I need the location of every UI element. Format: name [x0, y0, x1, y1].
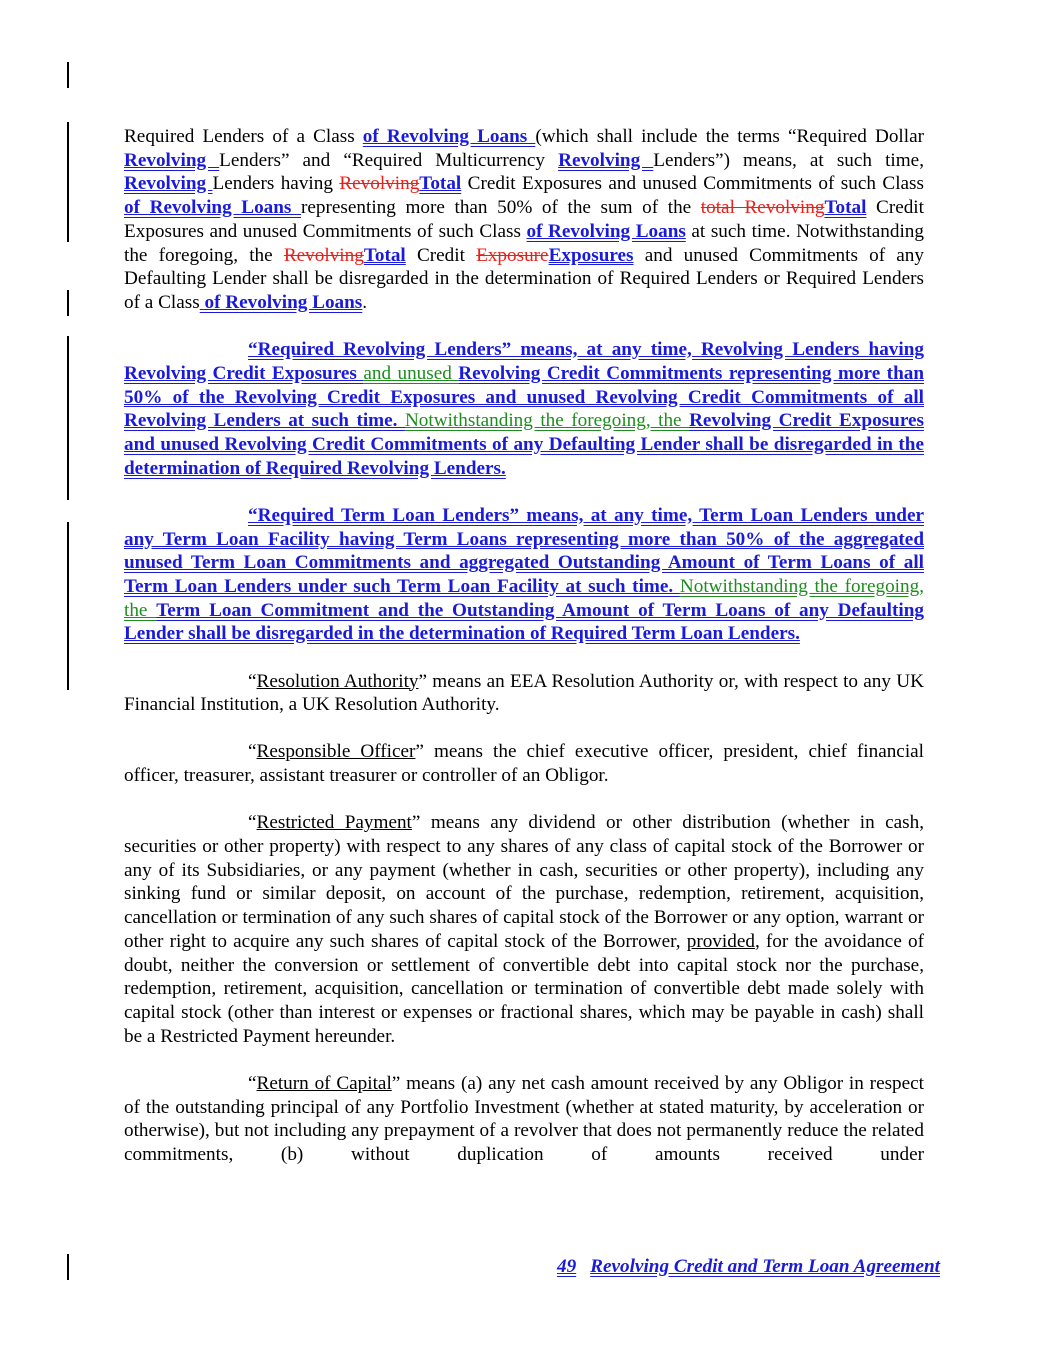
- inserted-text: Revolving: [124, 173, 213, 195]
- text-run: Credit: [405, 244, 477, 266]
- inserted-text: “Required Term Loan Lenders” means, at any time, Term Loan Lenders under any Term Loan Facility having Term Loans representing more than 50% of the aggregated unused Term Loan Commitments and aggregated Outstanding Amount of Term Loans of all Term Loan Lenders under such Term Loan Facility at such time.: [124, 504, 924, 597]
- text-run: “: [248, 670, 257, 692]
- text-run: Credit Exposures and unused Commitments of such Class: [461, 173, 924, 195]
- page-number: 49: [556, 1256, 577, 1277]
- paragraph: [124, 1072, 924, 1167]
- defined-term: Restricted Payment: [256, 812, 412, 834]
- inserted-text: Term Loan Commitment and the Outstanding Amount of Term Loans of any Defaulting Lender shall be disregarded in the determination of Required Term Loan Lenders.: [124, 599, 924, 645]
- defined-term: Return of Capital: [256, 1072, 392, 1094]
- change-bar: [67, 1254, 69, 1280]
- change-bar: [67, 336, 69, 500]
- inserted-text: Exposures: [548, 244, 634, 266]
- inserted-text: Revolving Credit Exposures and unused Revolving Credit Commitments of any Defaulting Lender shall be disregarded in the determination of Required Revolving Lenders.: [124, 410, 924, 479]
- inserted-text: “Required Revolving Lenders” means, at any time, Revolving Lenders having Revolving Credit Exposures: [124, 339, 924, 384]
- change-bar: [67, 290, 69, 316]
- text-run: ” means (a) any net cash amount received by any Obligor in respect of the outstanding principal of any Portfolio Investment (whether at stated maturity, by acceleration or otherwise), but not including any prepayment of a revolver that does not permanently reduce the related commitments, (b) without duplication of amounts received under: [124, 1072, 925, 1166]
- inserted-text: Revolving: [124, 149, 220, 171]
- change-bar: [67, 122, 69, 242]
- moved-text: Notwithstanding the foregoing, the: [124, 575, 925, 621]
- inserted-text: Total: [419, 173, 462, 195]
- text-run: “: [248, 741, 257, 763]
- text-run: Credit Exposures and unused Commitments of such Class: [124, 197, 924, 242]
- deleted-text: Revolving: [283, 244, 364, 266]
- text-run: Lenders having: [212, 173, 340, 195]
- paragraph: [124, 338, 924, 480]
- defined-term: provided: [686, 930, 755, 952]
- paragraph: [124, 811, 924, 1048]
- document-title: Revolving Credit and Term Loan Agreement: [590, 1256, 940, 1277]
- text-run: Lenders” and “Required Multicurrency: [219, 149, 559, 171]
- text-run: ” means the chief executive officer, president, chief financial officer, treasurer, assistant treasurer or controller of an Obligor.: [124, 741, 925, 787]
- inserted-text: of Revolving Loans: [124, 197, 302, 219]
- text-run: and unused Commitments of any Defaulting Lender shall be disregarded in the determination of Required Lenders or Required Lenders of a Class: [124, 244, 924, 313]
- deleted-text: Exposure: [476, 244, 549, 266]
- text-run: at such time. Notwithstanding the foregoing, the: [124, 220, 924, 266]
- page-footer: [557, 1256, 940, 1278]
- text-run: representing more than 50% of the sum of the: [301, 197, 701, 219]
- text-run: ” means an EEA Resolution Authority or, with respect to any UK Financial Institution, a UK Resolution Authority.: [124, 670, 924, 716]
- inserted-text: of Revolving Loans: [526, 220, 686, 242]
- inserted-text: Total: [363, 244, 406, 266]
- text-run: , for the avoidance of doubt, neither the conversion or settlement of convertible debt into capital stock nor the purchase, redemption, retirement, acquisition, cancellation or termination of convertible debt made solely with capital stock (other than interest or expenses or fractional shares, which may be payable in cash) shall be a Restricted Payment hereunder.: [124, 930, 924, 1047]
- deleted-text: Revolving: [339, 173, 420, 195]
- text-run: Required Lenders of a Class: [124, 126, 363, 147]
- text-run: .: [362, 291, 368, 313]
- moved-text: and unused: [363, 362, 459, 384]
- document-body: [124, 125, 924, 1190]
- paragraph: [124, 125, 924, 315]
- inserted-text: Revolving: [558, 149, 654, 171]
- paragraph: [124, 504, 924, 646]
- defined-term: Resolution Authority: [256, 670, 419, 692]
- defined-term: Responsible Officer: [256, 741, 416, 763]
- inserted-text: Total: [824, 197, 867, 219]
- moved-text: Notwithstanding the foregoing, the: [404, 410, 690, 432]
- text-run: Lenders”) means, at such time,: [653, 149, 924, 171]
- change-bar: [67, 62, 69, 88]
- paragraph: [124, 670, 924, 717]
- inserted-text: of Revolving Loans: [199, 291, 363, 313]
- text-run: (which shall include the terms “Required Dollar: [535, 126, 924, 147]
- change-bar: [67, 522, 69, 690]
- inserted-text: of Revolving Loans: [362, 126, 536, 147]
- inserted-text: Revolving Credit Commitments representing more than 50% of the Revolving Credit Exposures and unused Revolving Credit Commitments of all Revolving Lenders at such time.: [124, 362, 925, 432]
- text-run: “: [248, 1072, 257, 1094]
- text-run: “: [248, 812, 257, 834]
- deleted-text: total Revolving: [700, 197, 825, 219]
- text-run: ” means any dividend or other distribution (whether in cash, securities or other property) with respect to any shares of any class of capital stock of the Borrower or any of its Subsidiaries, or any payment (whether in cash, securities or other property), including any sinking fund or similar deposit, on account of the purchase, redemption, retirement, acquisition, cancellation or termination of any such shares of capital stock of the Borrower or any option, warrant or other right to acquire any such shares of capital stock of the Borrower,: [124, 812, 925, 952]
- paragraph: [124, 740, 924, 787]
